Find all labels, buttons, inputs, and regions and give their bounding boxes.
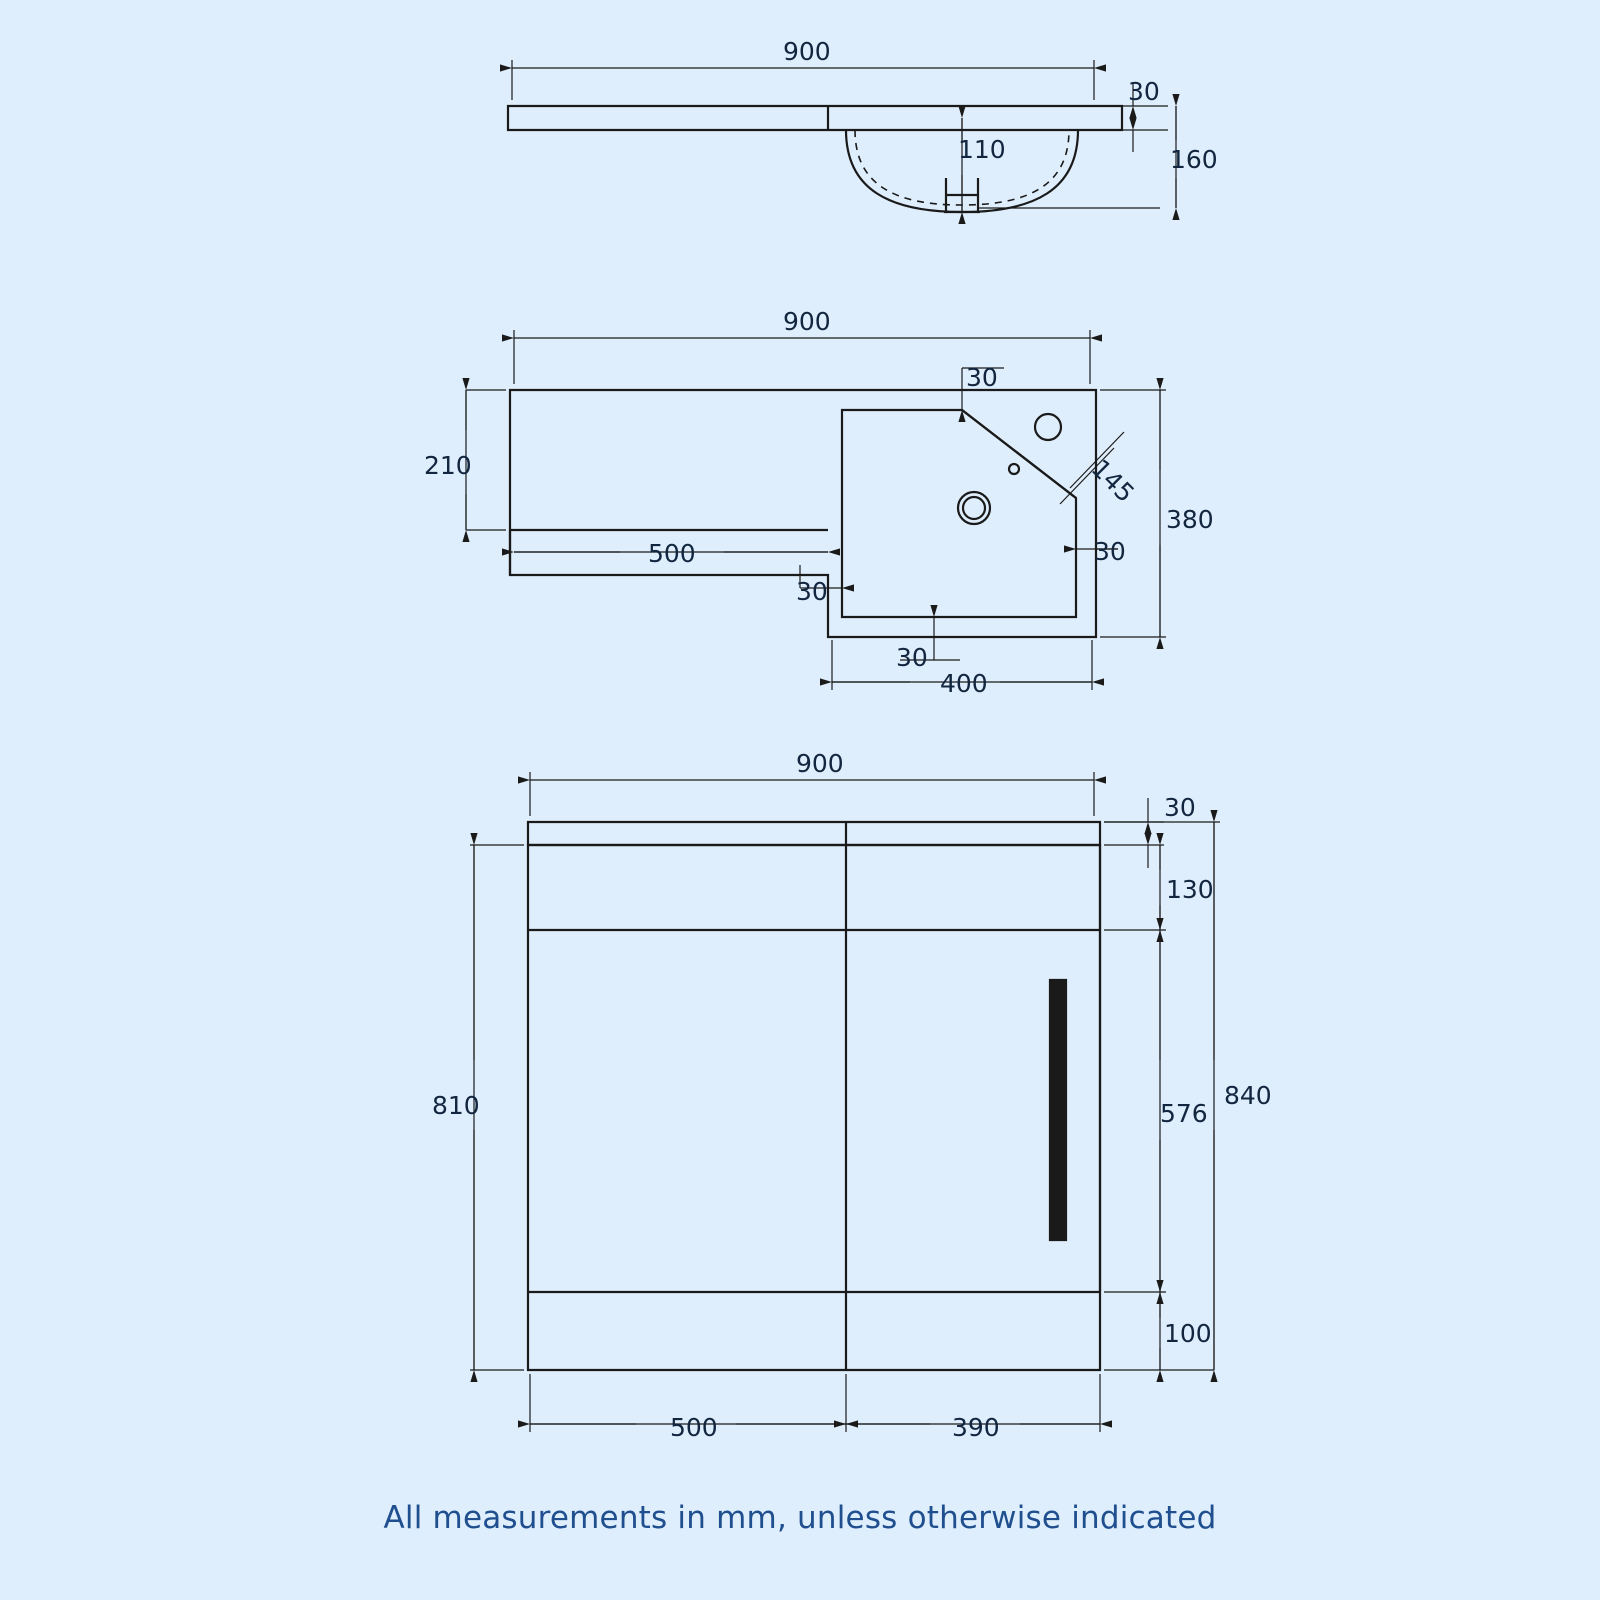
dim-front-total-height: 840 <box>1224 1081 1272 1110</box>
front-view-geometry <box>528 822 1100 1370</box>
side-view-geometry <box>508 106 1160 212</box>
dim-front-door-height: 576 <box>1160 1099 1208 1128</box>
dim-plan-left-depth: 210 <box>424 451 472 480</box>
dim-side-width: 900 <box>783 37 831 66</box>
dim-plan-chamfer: 145 <box>1085 453 1141 508</box>
dim-plan-width: 900 <box>783 307 831 336</box>
dim-front-top-thickness: 30 <box>1164 793 1196 822</box>
measurement-note: All measurements in mm, unless otherwise indicated <box>383 1500 1217 1536</box>
dim-front-right-door-width: 390 <box>952 1413 1000 1442</box>
dim-plan-total-depth: 380 <box>1166 505 1214 534</box>
dim-plan-front-offset: 30 <box>796 577 828 606</box>
dim-plan-right-inset: 30 <box>1094 537 1126 566</box>
dim-side-top-thickness: 30 <box>1128 77 1160 106</box>
dim-plan-rear-offset: 30 <box>966 363 998 392</box>
dim-plan-left-width: 500 <box>648 539 696 568</box>
dim-side-basin-inner: 110 <box>958 135 1006 164</box>
dim-plan-bottom-offset: 30 <box>896 643 928 672</box>
dim-front-plinth-height: 100 <box>1164 1319 1212 1348</box>
dim-side-basin-depth: 160 <box>1170 145 1218 174</box>
dim-front-width: 900 <box>796 749 844 778</box>
dim-front-left-door-width: 500 <box>670 1413 718 1442</box>
dim-front-drawer-height: 130 <box>1166 875 1214 904</box>
dim-front-cabinet-height: 810 <box>432 1091 480 1120</box>
side-view-dimensions <box>512 60 1176 212</box>
dim-plan-basin-width: 400 <box>940 669 988 698</box>
